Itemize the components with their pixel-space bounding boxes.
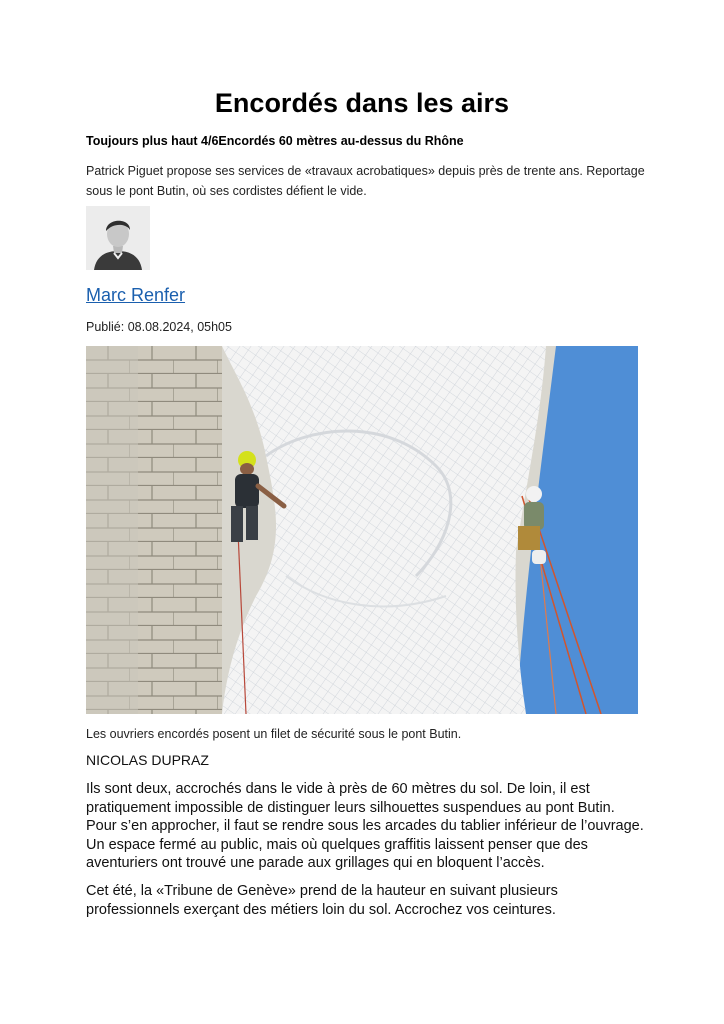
workers-net-photo xyxy=(86,346,638,714)
photo-credit: NICOLAS DUPRAZ xyxy=(86,752,209,768)
author-link[interactable]: Marc Renfer xyxy=(86,285,186,305)
person-portrait-icon xyxy=(86,206,150,270)
author-avatar xyxy=(86,206,150,270)
body-paragraph-1: Ils sont deux, accrochés dans le vide à près de 60 mètres du sol. De loin, il est pratiquement impossible de distinguer leurs silhouettes suspendues au pont Butin. Pour s’en approcher, il faut se rendre sous les arcades du tablier inférieur de l’ouvrage. Un espace fermé au public, mais où quelques graffitis laissent penser que des aventuriers ont trouvé une parade aux grillages qui en bloquent l’accès. xyxy=(86,781,644,871)
body-paragraph-2: Cet été, la «Tribune de Genève» prend de la hauteur en suivant plusieurs professionnels exerçant des métiers loin du sol. Accrochez vos ceintures. xyxy=(86,883,558,918)
article-lead: Patrick Piguet propose ses services de «travaux acrobatiques» depuis près de trente ans. Reportage sous le pont Butin, où ses cordistes défient le vide. xyxy=(86,164,645,198)
article-subtitle: Toujours plus haut 4/6Encordés 60 mètres au-dessus du Rhône xyxy=(86,134,464,148)
article-title: Encordés dans les airs xyxy=(214,88,510,118)
article-photo xyxy=(86,346,638,714)
photo-caption: Les ouvriers encordés posent un filet de sécurité sous le pont Butin. xyxy=(86,727,462,741)
publish-date: Publié: 08.08.2024, 05h05 xyxy=(86,320,232,334)
